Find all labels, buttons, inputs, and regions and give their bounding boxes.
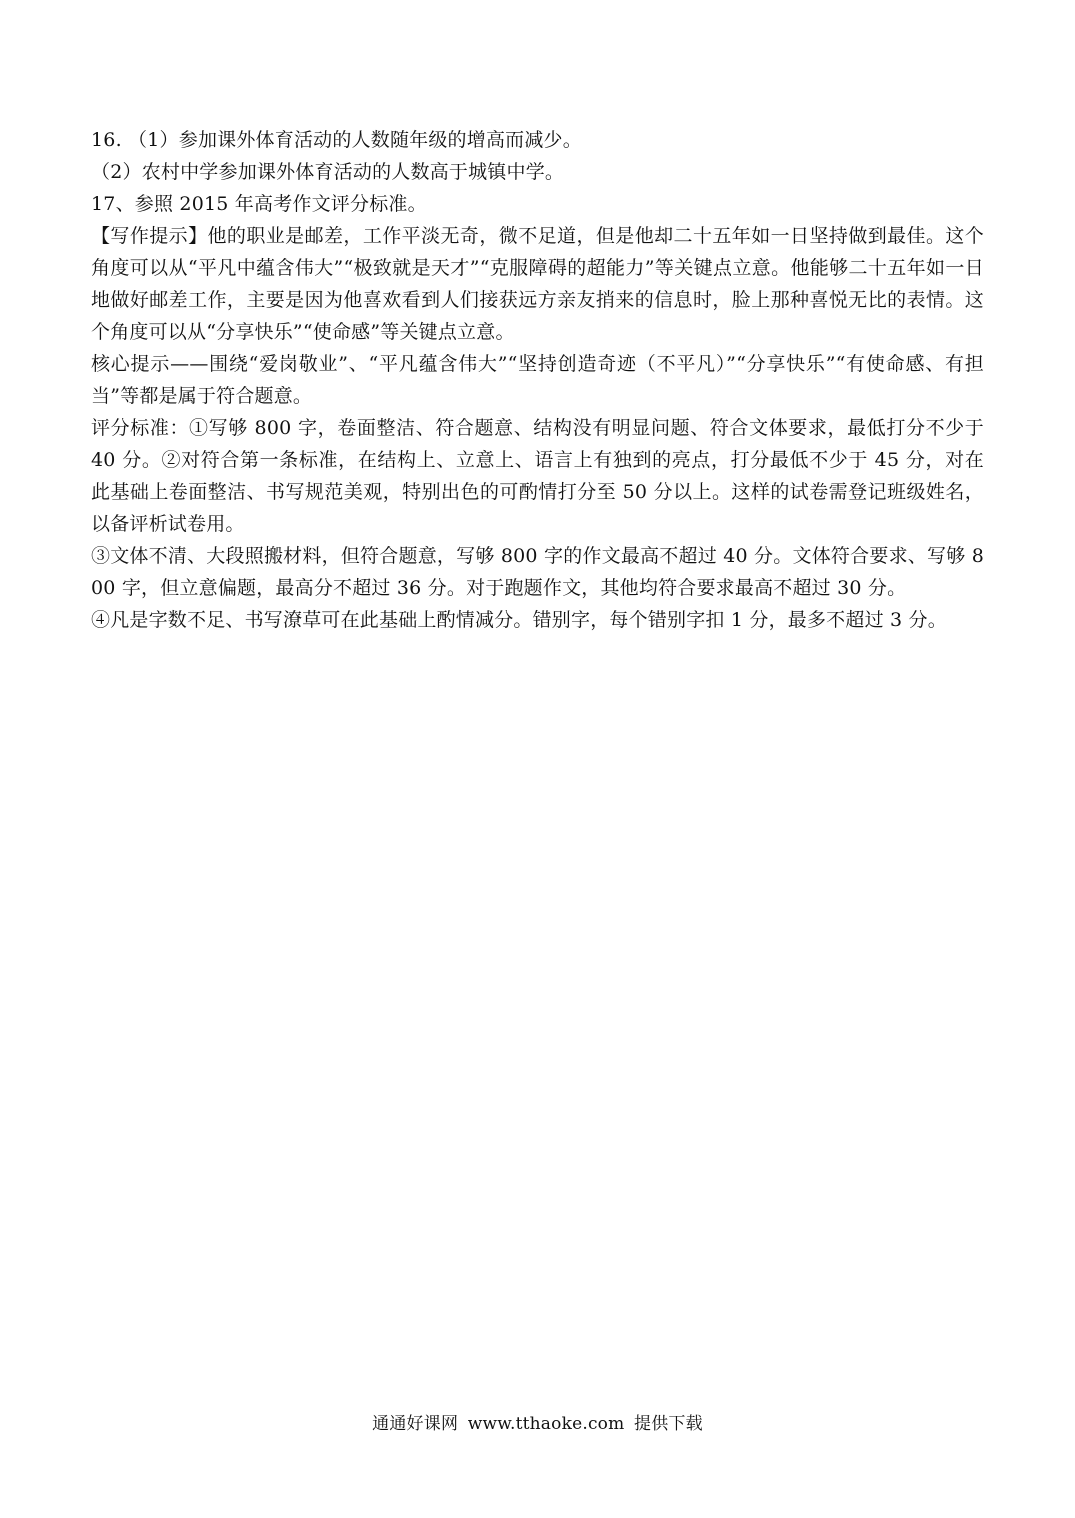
- footer-suffix: 提供下载: [634, 1414, 703, 1434]
- footer-site-name: 通通好课网: [372, 1414, 459, 1434]
- answer-16-point-1: 16. （1）参加课外体育活动的人数随年级的增高而减少。: [91, 129, 582, 151]
- footer-credit: [0, 1412, 1075, 1436]
- writing-hint: 【写作提示】他的职业是邮差，工作平淡无奇，微不足道，但是他却二十五年如一日坚持做到最佳。这个角度可以从“平凡中蕴含伟大”“极致就是天才”“克服障碍的超能力”等关键点立意。他能够二十五年如一日地做好邮差工作，主要是因为他喜欢看到人们接获远方亲友捎来的信息时，脸上那种喜悦无比的表情。这个角度可以从“分享快乐”“使命感”等关键点立意。: [91, 225, 984, 343]
- footer-url: www.tthaoke.com: [467, 1414, 625, 1434]
- answer-content: [91, 124, 984, 636]
- grading-standard: 评分标准：①写够 800 字，卷面整洁、符合题意、结构没有明显问题、符合文体要求，最低打分不少于 40 分。②对符合第一条标准，在结构上、立意上、语言上有独到的亮点，打分最低不少于 45 分，对在此基础上卷面整洁、书写规范美观，特别出色的可酌情打分至 50 分以上。这样的试卷需登记班级姓名，以备评析试卷用。: [91, 417, 984, 535]
- grading-rule-4: ④凡是字数不足、书写潦草可在此基础上酌情减分。错别字，每个错别字扣 1 分，最多不超过 3 分。: [91, 609, 947, 631]
- core-hint: 核心提示——围绕“爱岗敬业”、“平凡蕴含伟大”“坚持创造奇迹（不平凡）”“分享快乐”“有使命感、有担当”等都是属于符合题意。: [91, 353, 984, 407]
- grading-rule-3: ③文体不清、大段照搬材料，但符合题意，写够 800 字的作文最高不超过 40 分。文体符合要求、写够 800 字，但立意偏题，最高分不超过 36 分。对于跑题作文，其他均符合要求最高不超过 30 分。: [91, 545, 984, 599]
- answer-16-point-2: （2）农村中学参加课外体育活动的人数高于城镇中学。: [91, 161, 565, 183]
- answer-17-intro: 17、参照 2015 年高考作文评分标准。: [91, 193, 427, 215]
